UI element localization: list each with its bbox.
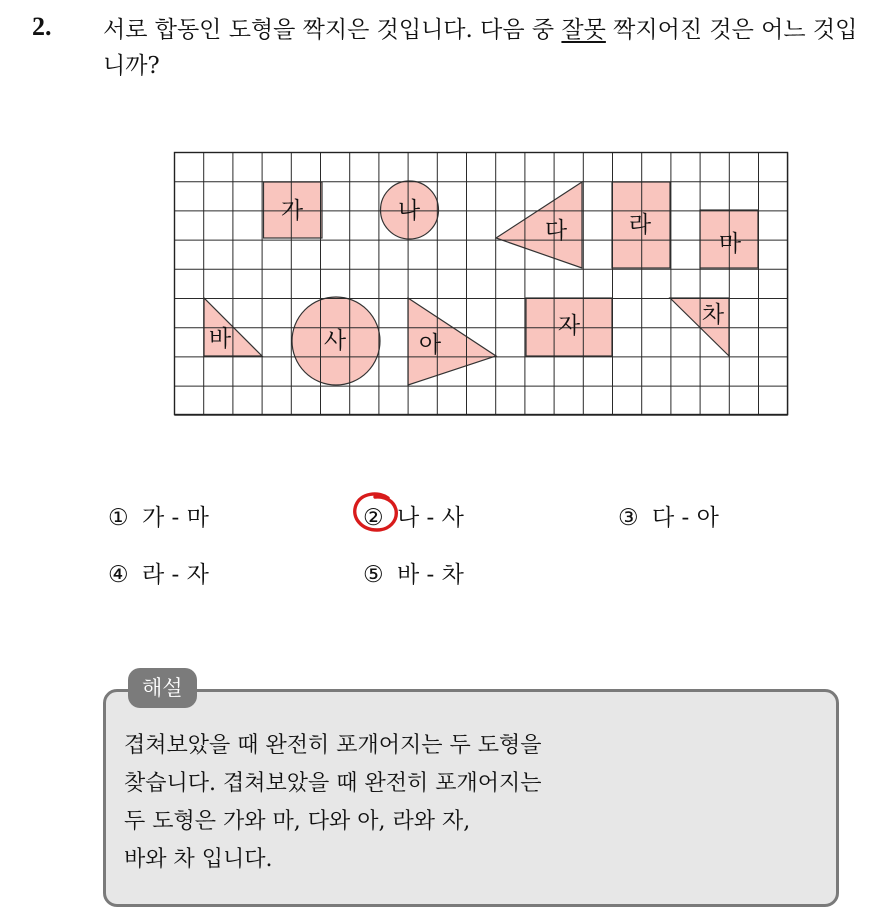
question-text <box>103 12 873 84</box>
question-number: 2. <box>32 12 52 41</box>
choice-3-text: 다 - 아 <box>652 505 719 531</box>
question-emphasis: 잘못 <box>561 17 606 43</box>
choice-4-text: 라 - 자 <box>142 562 209 588</box>
label-sa: 사 <box>323 328 347 354</box>
choice-2-text: 나 - 사 <box>397 505 464 531</box>
choice-4[interactable] <box>108 556 209 589</box>
label-da: 다 <box>544 218 568 244</box>
choice-1-marker: ① <box>108 505 129 531</box>
explanation-badge: 해설 <box>128 668 197 708</box>
label-ra: 라 <box>628 212 652 238</box>
shape-grid-figure <box>170 148 794 418</box>
label-na: 나 <box>397 198 421 224</box>
label-ja: 자 <box>557 313 581 339</box>
choice-5-marker: ⑤ <box>363 562 384 588</box>
question-text-after: 짝지어진 것은 어느 것입니까? <box>103 17 858 79</box>
label-ma: 마 <box>718 231 742 257</box>
label-cha: 차 <box>701 302 725 328</box>
explanation-box <box>103 689 839 907</box>
choice-1[interactable] <box>108 499 209 532</box>
answer-circle-mark <box>348 488 406 538</box>
label-ba: 바 <box>208 326 232 352</box>
label-ga: 가 <box>280 198 304 224</box>
choice-1-text: 가 - 마 <box>142 505 209 531</box>
explanation-line-1: 겹쳐보았을 때 완전히 포개어지는 두 도형을 <box>124 733 542 758</box>
explanation-line-3: 두 도형은 가와 마, 다와 아, 라와 자, <box>124 809 471 834</box>
choice-5-text: 바 - 차 <box>397 562 464 588</box>
label-a: 아 <box>418 332 442 358</box>
choice-3-marker: ③ <box>618 505 639 531</box>
choice-4-marker: ④ <box>108 562 129 588</box>
explanation-line-4: 바와 차 입니다. <box>124 847 273 872</box>
explanation-line-2: 찾습니다. 겹쳐보았을 때 완전히 포개어지는 <box>124 771 542 796</box>
choice-3[interactable] <box>618 499 719 532</box>
choice-2-marker: ② <box>363 505 384 531</box>
question-text-before: 서로 합동인 도형을 짝지은 것입니다. 다음 중 <box>103 17 562 43</box>
choice-5[interactable] <box>363 556 464 589</box>
